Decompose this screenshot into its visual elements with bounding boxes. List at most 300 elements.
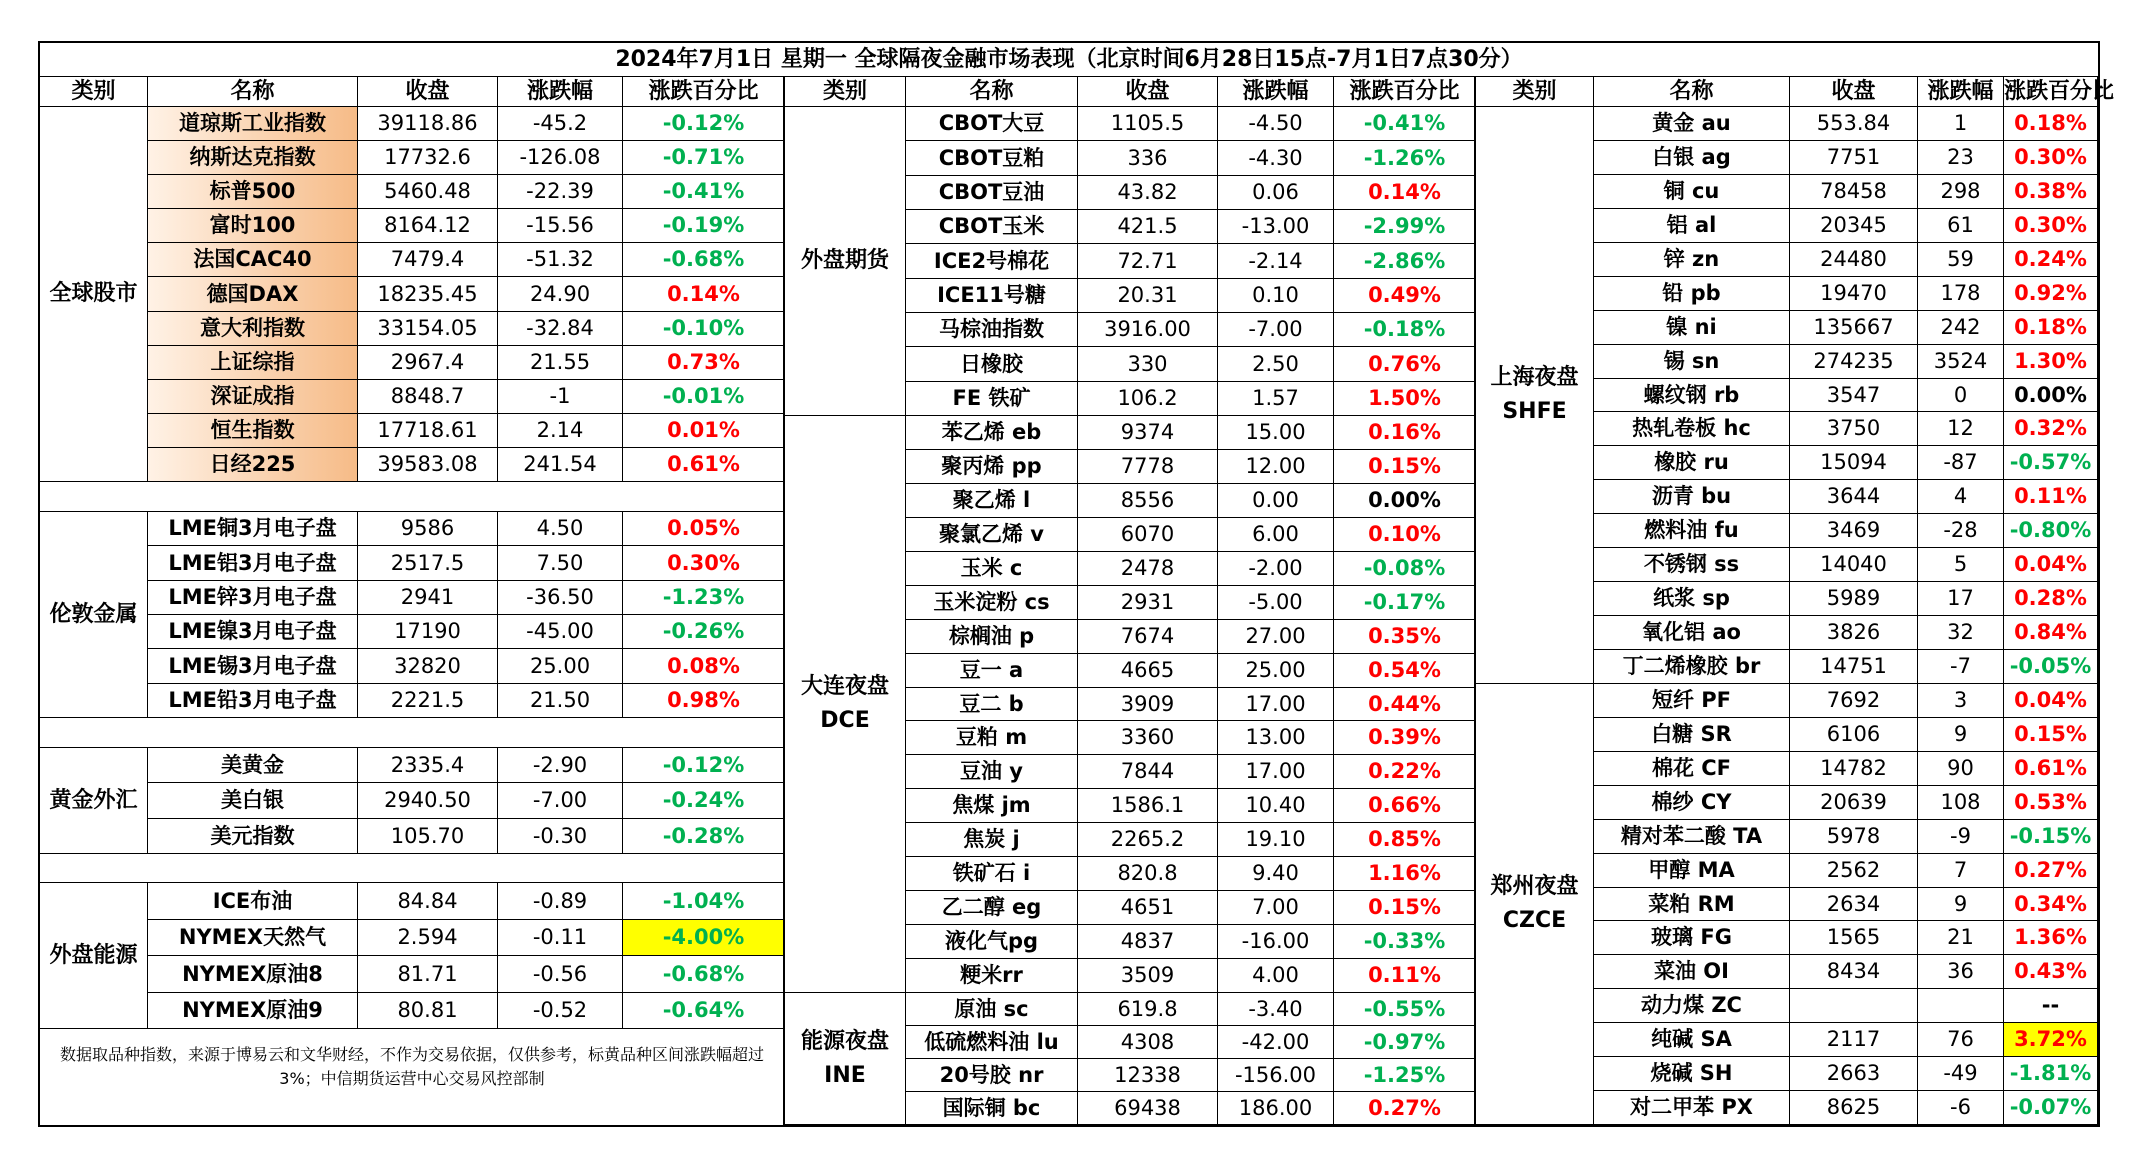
close-value: 274235 [1790, 345, 1918, 379]
change-value: -3.40 [1218, 993, 1334, 1026]
instrument-name: CBOT豆油 [906, 176, 1078, 210]
close-value: 17718.61 [358, 414, 498, 448]
change-pct-value: -2.99% [1334, 210, 1476, 244]
panel-divider [783, 77, 785, 1125]
instrument-name: LME铝3月电子盘 [148, 546, 358, 581]
change-value: 7 [1918, 854, 2004, 888]
instrument-name: 动力煤 ZC [1594, 989, 1790, 1023]
close-value: 84.84 [358, 883, 498, 920]
instrument-name: ICE布油 [148, 883, 358, 920]
header-change-pct: 涨跌百分比 [1334, 77, 1476, 107]
instrument-name: 粳米rr [906, 959, 1078, 993]
close-value: 2663 [1790, 1057, 1918, 1091]
header-change: 涨跌幅 [1218, 77, 1334, 107]
change-pct-value: 0.44% [1334, 688, 1476, 721]
instrument-name: 豆粕 m [906, 721, 1078, 755]
header-change: 涨跌幅 [498, 77, 623, 107]
change-pct-value: 0.34% [2004, 888, 2098, 921]
change-pct-value: 3.72% [2004, 1023, 2098, 1057]
close-value: 14040 [1790, 548, 1918, 582]
change-value: 7.00 [1218, 891, 1334, 925]
change-value: -2.90 [498, 748, 623, 783]
close-value: 2117 [1790, 1023, 1918, 1057]
change-pct-value: -0.28% [623, 819, 785, 854]
instrument-name: 日经225 [148, 448, 358, 482]
change-pct-value: -2.86% [1334, 244, 1476, 279]
change-pct-value: 1.36% [2004, 921, 2098, 955]
change-value: 21 [1918, 921, 2004, 955]
change-value: -0.52 [498, 993, 623, 1029]
header-category: 类别 [40, 77, 148, 107]
change-pct-value: 1.50% [1334, 382, 1476, 416]
change-value: -0.30 [498, 819, 623, 854]
change-value: 5 [1918, 548, 2004, 582]
change-pct-value: -0.33% [1334, 925, 1476, 959]
instrument-name: 短纤 PF [1594, 684, 1790, 718]
change-pct-value: -0.41% [1334, 107, 1476, 141]
change-value: 21.50 [498, 684, 623, 718]
close-value: 43.82 [1078, 176, 1218, 210]
instrument-name: 道琼斯工业指数 [148, 107, 358, 141]
change-pct-value: 0.54% [1334, 654, 1476, 688]
change-value: 21.55 [498, 346, 623, 380]
header-change-pct: 涨跌百分比 [2004, 77, 2098, 107]
change-value: 90 [1918, 752, 2004, 786]
instrument-name: 美元指数 [148, 819, 358, 854]
instrument-name: 豆二 b [906, 688, 1078, 721]
instrument-name: 铝 al [1594, 209, 1790, 243]
close-value: 3547 [1790, 379, 1918, 412]
close-value: 5978 [1790, 820, 1918, 854]
category-cell: 大连夜盘 DCE [785, 416, 906, 993]
instrument-name: 乙二醇 eg [906, 891, 1078, 925]
change-pct-value: -4.00% [623, 920, 785, 956]
instrument-name: 德国DAX [148, 277, 358, 312]
close-value: 2517.5 [358, 546, 498, 581]
change-pct-value: 0.11% [1334, 959, 1476, 993]
instrument-name: LME铜3月电子盘 [148, 512, 358, 546]
close-value: 3644 [1790, 480, 1918, 514]
instrument-name: 液化气pg [906, 925, 1078, 959]
category-cell: 外盘能源 [40, 883, 148, 1029]
change-value: 24.90 [498, 277, 623, 312]
close-value: 2.594 [358, 920, 498, 956]
instrument-name: 美黄金 [148, 748, 358, 783]
change-value: -0.56 [498, 956, 623, 993]
change-pct-value: 0.84% [2004, 616, 2098, 650]
close-value: 4665 [1078, 654, 1218, 688]
close-value: 619.8 [1078, 993, 1218, 1026]
change-value: -2.00 [1218, 552, 1334, 586]
change-value: 0.10 [1218, 279, 1334, 313]
instrument-name: 纳斯达克指数 [148, 141, 358, 175]
change-pct-value: 0.39% [1334, 721, 1476, 755]
change-value: -126.08 [498, 141, 623, 175]
change-pct-value: -0.97% [1334, 1026, 1476, 1059]
category-cell: 上海夜盘 SHFE [1476, 107, 1594, 684]
instrument-name: 棉纱 CY [1594, 786, 1790, 820]
panel-divider [1474, 77, 1476, 1125]
instrument-name: 玻璃 FG [1594, 921, 1790, 955]
change-pct-value: -1.23% [623, 581, 785, 615]
change-pct-value: -0.80% [2004, 514, 2098, 548]
instrument-name: 菜粕 RM [1594, 888, 1790, 921]
change-value: -45.00 [498, 615, 623, 649]
close-value: 69438 [1078, 1092, 1218, 1125]
change-pct-value: 0.61% [2004, 752, 2098, 786]
close-value: 2634 [1790, 888, 1918, 921]
change-pct-value: 0.73% [623, 346, 785, 380]
close-value: 14782 [1790, 752, 1918, 786]
change-pct-value: -- [2004, 989, 2098, 1023]
close-value: 20639 [1790, 786, 1918, 820]
close-value: 81.71 [358, 956, 498, 993]
change-pct-value: 0.15% [1334, 891, 1476, 925]
instrument-name: 铜 cu [1594, 175, 1790, 209]
close-value: 4308 [1078, 1026, 1218, 1059]
close-value [1790, 989, 1918, 1023]
change-pct-value: 0.04% [2004, 684, 2098, 718]
instrument-name: 聚丙烯 pp [906, 450, 1078, 484]
instrument-name: 黄金 au [1594, 107, 1790, 141]
instrument-name: 苯乙烯 eb [906, 416, 1078, 450]
change-pct-value: 0.05% [623, 512, 785, 546]
change-pct-value: 0.28% [2004, 582, 2098, 616]
change-value: 1.57 [1218, 382, 1334, 416]
header-close: 收盘 [358, 77, 498, 107]
instrument-name: 富时100 [148, 209, 358, 243]
header-category: 类别 [1476, 77, 1594, 107]
change-pct-value: 0.27% [1334, 1092, 1476, 1125]
instrument-name: 玉米 c [906, 552, 1078, 586]
close-value: 5460.48 [358, 175, 498, 209]
close-value: 72.71 [1078, 244, 1218, 279]
instrument-name: 棕榈油 p [906, 620, 1078, 654]
instrument-name: 纸浆 sp [1594, 582, 1790, 616]
instrument-name: 丁二烯橡胶 br [1594, 650, 1790, 684]
instrument-name: 燃料油 fu [1594, 514, 1790, 548]
instrument-name: 菜油 OI [1594, 955, 1790, 989]
instrument-name: 聚氯乙烯 v [906, 518, 1078, 552]
instrument-name: 烧碱 SH [1594, 1057, 1790, 1091]
change-pct-value: 0.53% [2004, 786, 2098, 820]
change-value: 13.00 [1218, 721, 1334, 755]
change-pct-value: 0.30% [2004, 209, 2098, 243]
change-pct-value: -0.71% [623, 141, 785, 175]
close-value: 9374 [1078, 416, 1218, 450]
change-value: 0 [1918, 379, 2004, 412]
change-pct-value: 0.18% [2004, 107, 2098, 141]
change-pct-value: 0.98% [623, 684, 785, 718]
close-value: 80.81 [358, 993, 498, 1029]
change-value: 2.14 [498, 414, 623, 448]
close-value: 7674 [1078, 620, 1218, 654]
change-value: -0.89 [498, 883, 623, 920]
change-pct-value: -1.81% [2004, 1057, 2098, 1091]
close-value: 2931 [1078, 586, 1218, 620]
change-value: 61 [1918, 209, 2004, 243]
close-value: 7692 [1790, 684, 1918, 718]
close-value: 78458 [1790, 175, 1918, 209]
change-pct-value: 0.16% [1334, 416, 1476, 450]
instrument-name: CBOT豆粕 [906, 141, 1078, 176]
close-value: 19470 [1790, 277, 1918, 311]
change-value: -22.39 [498, 175, 623, 209]
instrument-name: 氧化铝 ao [1594, 616, 1790, 650]
change-pct-value: -0.08% [1334, 552, 1476, 586]
change-value: 2.50 [1218, 347, 1334, 382]
change-value: -156.00 [1218, 1059, 1334, 1092]
change-pct-value: -0.55% [1334, 993, 1476, 1026]
change-value: 36 [1918, 955, 2004, 989]
instrument-name: 聚乙烯 l [906, 484, 1078, 518]
category-cell: 黄金外汇 [40, 748, 148, 854]
change-pct-value: -0.68% [623, 243, 785, 277]
change-pct-value: 0.01% [623, 414, 785, 448]
close-value: 20.31 [1078, 279, 1218, 313]
change-value: 12.00 [1218, 450, 1334, 484]
instrument-name: LME锡3月电子盘 [148, 649, 358, 684]
change-value: 1 [1918, 107, 2004, 141]
instrument-name: CBOT玉米 [906, 210, 1078, 244]
close-value: 7479.4 [358, 243, 498, 277]
change-value: 15.00 [1218, 416, 1334, 450]
close-value: 7778 [1078, 450, 1218, 484]
instrument-name: ICE2号棉花 [906, 244, 1078, 279]
close-value: 17190 [358, 615, 498, 649]
close-value: 330 [1078, 347, 1218, 382]
close-value: 336 [1078, 141, 1218, 176]
change-pct-value: 0.14% [623, 277, 785, 312]
instrument-name: 甲醇 MA [1594, 854, 1790, 888]
close-value: 5989 [1790, 582, 1918, 616]
change-pct-value: 0.15% [2004, 718, 2098, 752]
change-value: 4.00 [1218, 959, 1334, 993]
change-value: -0.11 [498, 920, 623, 956]
change-value: -16.00 [1218, 925, 1334, 959]
change-pct-value: 0.66% [1334, 789, 1476, 823]
instrument-name: 橡胶 ru [1594, 446, 1790, 480]
instrument-name: 原油 sc [906, 993, 1078, 1026]
instrument-name: 日橡胶 [906, 347, 1078, 382]
change-value: 17 [1918, 582, 2004, 616]
close-value: 4651 [1078, 891, 1218, 925]
change-value: -36.50 [498, 581, 623, 615]
change-value: 4 [1918, 480, 2004, 514]
market-table [38, 41, 2115, 1127]
close-value: 3909 [1078, 688, 1218, 721]
change-pct-value: 0.38% [2004, 175, 2098, 209]
close-value: 20345 [1790, 209, 1918, 243]
change-value: 25.00 [1218, 654, 1334, 688]
instrument-name: 锡 sn [1594, 345, 1790, 379]
spacer-row [40, 718, 785, 748]
change-value: 9 [1918, 888, 2004, 921]
instrument-name: 上证综指 [148, 346, 358, 380]
instrument-name: 20号胶 nr [906, 1059, 1078, 1092]
spacer-row [40, 854, 785, 883]
change-pct-value: 0.10% [1334, 518, 1476, 552]
change-value: 7.50 [498, 546, 623, 581]
close-value: 3469 [1790, 514, 1918, 548]
close-value: 2940.50 [358, 783, 498, 819]
instrument-name: 沥青 bu [1594, 480, 1790, 514]
change-value: 241.54 [498, 448, 623, 482]
change-pct-value: 0.61% [623, 448, 785, 482]
instrument-name: 豆一 a [906, 654, 1078, 688]
instrument-name: 螺纹钢 rb [1594, 379, 1790, 412]
change-value: -6 [1918, 1091, 2004, 1125]
instrument-name: LME镍3月电子盘 [148, 615, 358, 649]
change-value: 25.00 [498, 649, 623, 684]
close-value: 8848.7 [358, 380, 498, 414]
change-value: -5.00 [1218, 586, 1334, 620]
change-value: 9.40 [1218, 857, 1334, 891]
header-close: 收盘 [1078, 77, 1218, 107]
change-value: -87 [1918, 446, 2004, 480]
instrument-name: 豆油 y [906, 755, 1078, 789]
change-pct-value: 0.30% [2004, 141, 2098, 175]
category-cell: 能源夜盘 INE [785, 993, 906, 1125]
close-value: 12338 [1078, 1059, 1218, 1092]
change-pct-value: 0.15% [1334, 450, 1476, 484]
change-pct-value: -0.05% [2004, 650, 2098, 684]
close-value: 33154.05 [358, 312, 498, 346]
close-value: 17732.6 [358, 141, 498, 175]
close-value: 7751 [1790, 141, 1918, 175]
category-cell: 郑州夜盘 CZCE [1476, 684, 1594, 1125]
change-pct-value: -0.68% [623, 956, 785, 993]
change-value: -9 [1918, 820, 2004, 854]
close-value: 106.2 [1078, 382, 1218, 416]
change-pct-value: 0.35% [1334, 620, 1476, 654]
header-name: 名称 [906, 77, 1078, 107]
instrument-name: NYMEX原油8 [148, 956, 358, 993]
instrument-name: 焦炭 j [906, 823, 1078, 857]
instrument-name: 铅 pb [1594, 277, 1790, 311]
change-value: -4.30 [1218, 141, 1334, 176]
close-value: 1105.5 [1078, 107, 1218, 141]
close-value: 3826 [1790, 616, 1918, 650]
change-pct-value: 0.30% [623, 546, 785, 581]
close-value: 15094 [1790, 446, 1918, 480]
close-value: 1565 [1790, 921, 1918, 955]
instrument-name: 铁矿石 i [906, 857, 1078, 891]
change-value: 19.10 [1218, 823, 1334, 857]
instrument-name: FE 铁矿 [906, 382, 1078, 416]
change-value: -2.14 [1218, 244, 1334, 279]
instrument-name: 美白银 [148, 783, 358, 819]
change-pct-value: 0.04% [2004, 548, 2098, 582]
change-pct-value: 1.16% [1334, 857, 1476, 891]
close-value: 2941 [358, 581, 498, 615]
change-value: -45.2 [498, 107, 623, 141]
instrument-name: 白银 ag [1594, 141, 1790, 175]
change-value: -1 [498, 380, 623, 414]
change-value: 3524 [1918, 345, 2004, 379]
instrument-name: 国际铜 bc [906, 1092, 1078, 1125]
change-pct-value: -0.57% [2004, 446, 2098, 480]
change-pct-value: 0.11% [2004, 480, 2098, 514]
change-value: -13.00 [1218, 210, 1334, 244]
change-value: 186.00 [1218, 1092, 1334, 1125]
instrument-name: ICE11号糖 [906, 279, 1078, 313]
change-pct-value: -1.04% [623, 883, 785, 920]
change-pct-value: 0.49% [1334, 279, 1476, 313]
change-pct-value: -0.19% [623, 209, 785, 243]
close-value: 8556 [1078, 484, 1218, 518]
close-value: 2335.4 [358, 748, 498, 783]
close-value: 8434 [1790, 955, 1918, 989]
close-value: 421.5 [1078, 210, 1218, 244]
change-pct-value: -0.24% [623, 783, 785, 819]
instrument-name: 标普500 [148, 175, 358, 209]
change-value: 298 [1918, 175, 2004, 209]
change-value: 17.00 [1218, 755, 1334, 789]
change-pct-value: 0.00% [1334, 484, 1476, 518]
instrument-name: 白糖 SR [1594, 718, 1790, 752]
close-value: 8625 [1790, 1091, 1918, 1125]
close-value: 2478 [1078, 552, 1218, 586]
change-value: -32.84 [498, 312, 623, 346]
close-value: 2967.4 [358, 346, 498, 380]
change-value: 27.00 [1218, 620, 1334, 654]
close-value: 39118.86 [358, 107, 498, 141]
instrument-name: CBOT大豆 [906, 107, 1078, 141]
instrument-name: LME锌3月电子盘 [148, 581, 358, 615]
change-pct-value: -0.12% [623, 748, 785, 783]
instrument-name: 意大利指数 [148, 312, 358, 346]
change-value: 32 [1918, 616, 2004, 650]
instrument-name: 法国CAC40 [148, 243, 358, 277]
change-pct-value: -0.10% [623, 312, 785, 346]
header-close: 收盘 [1790, 77, 1918, 107]
change-pct-value: 0.76% [1334, 347, 1476, 382]
header-name: 名称 [148, 77, 358, 107]
change-pct-value: 0.24% [2004, 243, 2098, 277]
close-value: 39583.08 [358, 448, 498, 482]
instrument-name: 镍 ni [1594, 311, 1790, 345]
close-value: 2265.2 [1078, 823, 1218, 857]
change-pct-value: 0.00% [2004, 379, 2098, 412]
change-value: -28 [1918, 514, 2004, 548]
change-pct-value: -0.18% [1334, 313, 1476, 347]
instrument-name: 锌 zn [1594, 243, 1790, 277]
close-value: 553.84 [1790, 107, 1918, 141]
close-value: 7844 [1078, 755, 1218, 789]
change-value: -7.00 [498, 783, 623, 819]
change-pct-value: 0.14% [1334, 176, 1476, 210]
close-value: 4837 [1078, 925, 1218, 959]
change-pct-value: -0.07% [2004, 1091, 2098, 1125]
close-value: 32820 [358, 649, 498, 684]
change-value: 0.06 [1218, 176, 1334, 210]
change-pct-value: 0.08% [623, 649, 785, 684]
instrument-name: 玉米淀粉 cs [906, 586, 1078, 620]
table-title: 2024年7月1日 星期一 全球隔夜金融市场表现（北京时间6月28日15点-7月1日7点30分） [40, 43, 2098, 77]
category-cell: 全球股市 [40, 107, 148, 482]
change-pct-value: -0.01% [623, 380, 785, 414]
instrument-name: 马棕油指数 [906, 313, 1078, 347]
instrument-name: LME铅3月电子盘 [148, 684, 358, 718]
change-pct-value: 0.92% [2004, 277, 2098, 311]
close-value: 3509 [1078, 959, 1218, 993]
change-value [1918, 989, 2004, 1023]
header-name: 名称 [1594, 77, 1790, 107]
spacer-row [40, 482, 785, 512]
close-value: 9586 [358, 512, 498, 546]
close-value: 14751 [1790, 650, 1918, 684]
